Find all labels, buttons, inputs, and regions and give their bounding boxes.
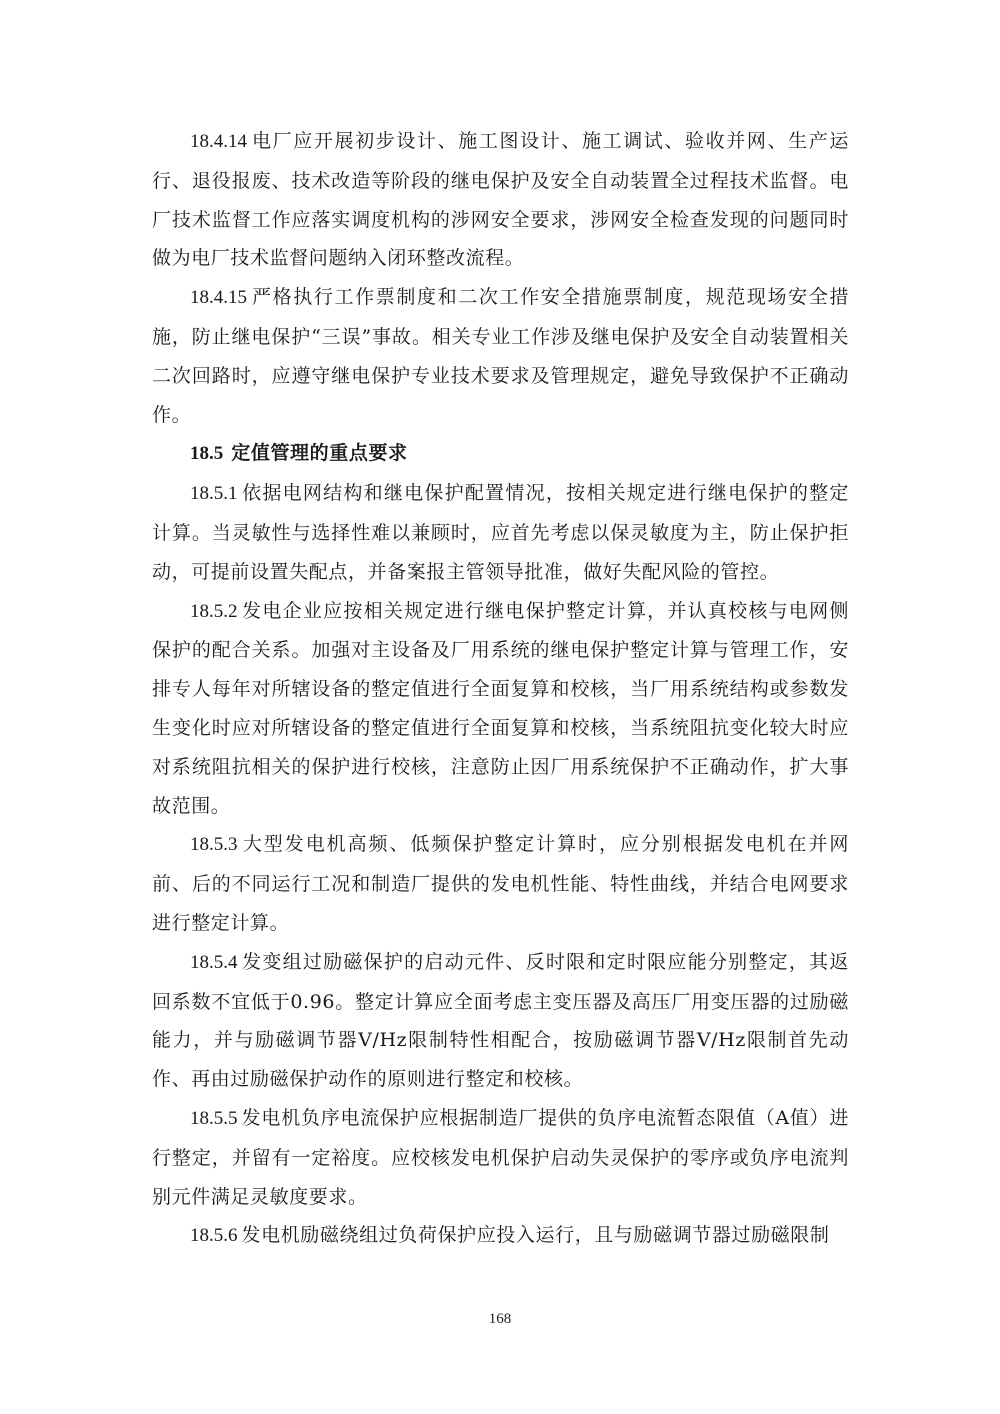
clause-18-4-14 (152, 122, 849, 278)
clause-18-5-6 (152, 1216, 849, 1256)
clause-text: 发电机励磁绕组过负荷保护应投入运行，且与励磁调节器过励磁限制 (241, 1224, 830, 1247)
clause-text: 依据电网结构和继电保护配置情况，按相关规定进行继电保护的整定计算。当灵敏性与选择性难以兼顾时，应首先考虑以保灵敏度为主，防止保护拒动，可提前设置失配点，并备案报主管领导批准，做好失配风险的管控。 (152, 482, 849, 583)
clause-number: 18.5.6 (190, 1225, 238, 1247)
clause-18-5-5 (152, 1099, 849, 1216)
clause-18-5-2 (152, 592, 849, 826)
clause-18-5-1 (152, 474, 849, 591)
clause-number: 18.5.3 (190, 834, 238, 856)
clause-text: 大型发电机高频、低频保护整定计算时，应分别根据发电机在并网前、后的不同运行工况和制造厂提供的发电机性能、特性曲线，并结合电网要求进行整定计算。 (152, 833, 849, 934)
clause-18-5-3 (152, 825, 849, 942)
clause-18-5-4 (152, 943, 849, 1099)
clause-number: 18.4.14 (190, 131, 247, 152)
clause-number: 18.5.5 (190, 1107, 238, 1129)
clause-text: 发变组过励磁保护的启动元件、反时限和定时限应能分别整定，其返回系数不宜低于0.96。整定计算应全面考虑主变压器及高压厂用变压器的过励磁能力，并与励磁调节器V/Hz限制特性相配合，按励磁调节器V/Hz限制首先动作、再由过励磁保护动作的原则进行整定和校核。 (152, 950, 849, 1091)
clause-number: 18.5.2 (190, 600, 238, 622)
clause-text: 电厂应开展初步设计、施工图设计、施工调试、验收并网、生产运行、退役报废、技术改造等阶段的继电保护及安全自动装置全过程技术监督。电厂技术监督工作应落实调度机构的涉网安全要求，涉网安全检查发现的问题同时做为电厂技术监督问题纳入闭环整改流程。 (152, 130, 849, 270)
clause-18-4-15 (152, 278, 849, 434)
clause-number: 18.5.4 (190, 951, 238, 973)
section-heading-18-5 (152, 434, 849, 474)
clause-text: 发电机负序电流保护应根据制造厂提供的负序电流暂态限值（A值）进行整定，并留有一定裕度。应校核发电机保护启动失灵保护的零序或负序电流判别元件满足灵敏度要求。 (152, 1106, 849, 1208)
clause-text: 严格执行工作票制度和二次工作安全措施票制度，规范现场安全措施，防止继电保护“三误”事故。相关专业工作涉及继电保护及安全自动装置相关二次回路时，应遵守继电保护专业技术要求及管理规定，避免导致保护不正确动作。 (152, 286, 849, 426)
page-number: 168 (488, 1311, 512, 1327)
section-title: 定值管理的重点要求 (231, 442, 408, 465)
section-number: 18.5 (190, 443, 224, 465)
clause-number: 18.4.15 (190, 287, 247, 309)
clause-text: 发电企业应按相关规定进行继电保护整定计算，并认真校核与电网侧保护的配合关系。加强对主设备及厂用系统的继电保护整定计算与管理工作，安排专人每年对所辖设备的整定值进行全面复算和校核，当厂用系统结构或参数发生变化时应对所辖设备的整定值进行全面复算和校核，当系统阻抗变化较大时应对系统阻抗相关的保护进行校核，注意防止因厂用系统保护不正确动作，扩大事故范围。 (152, 599, 849, 817)
clause-number: 18.5.1 (190, 483, 238, 505)
document-page (152, 122, 849, 1256)
